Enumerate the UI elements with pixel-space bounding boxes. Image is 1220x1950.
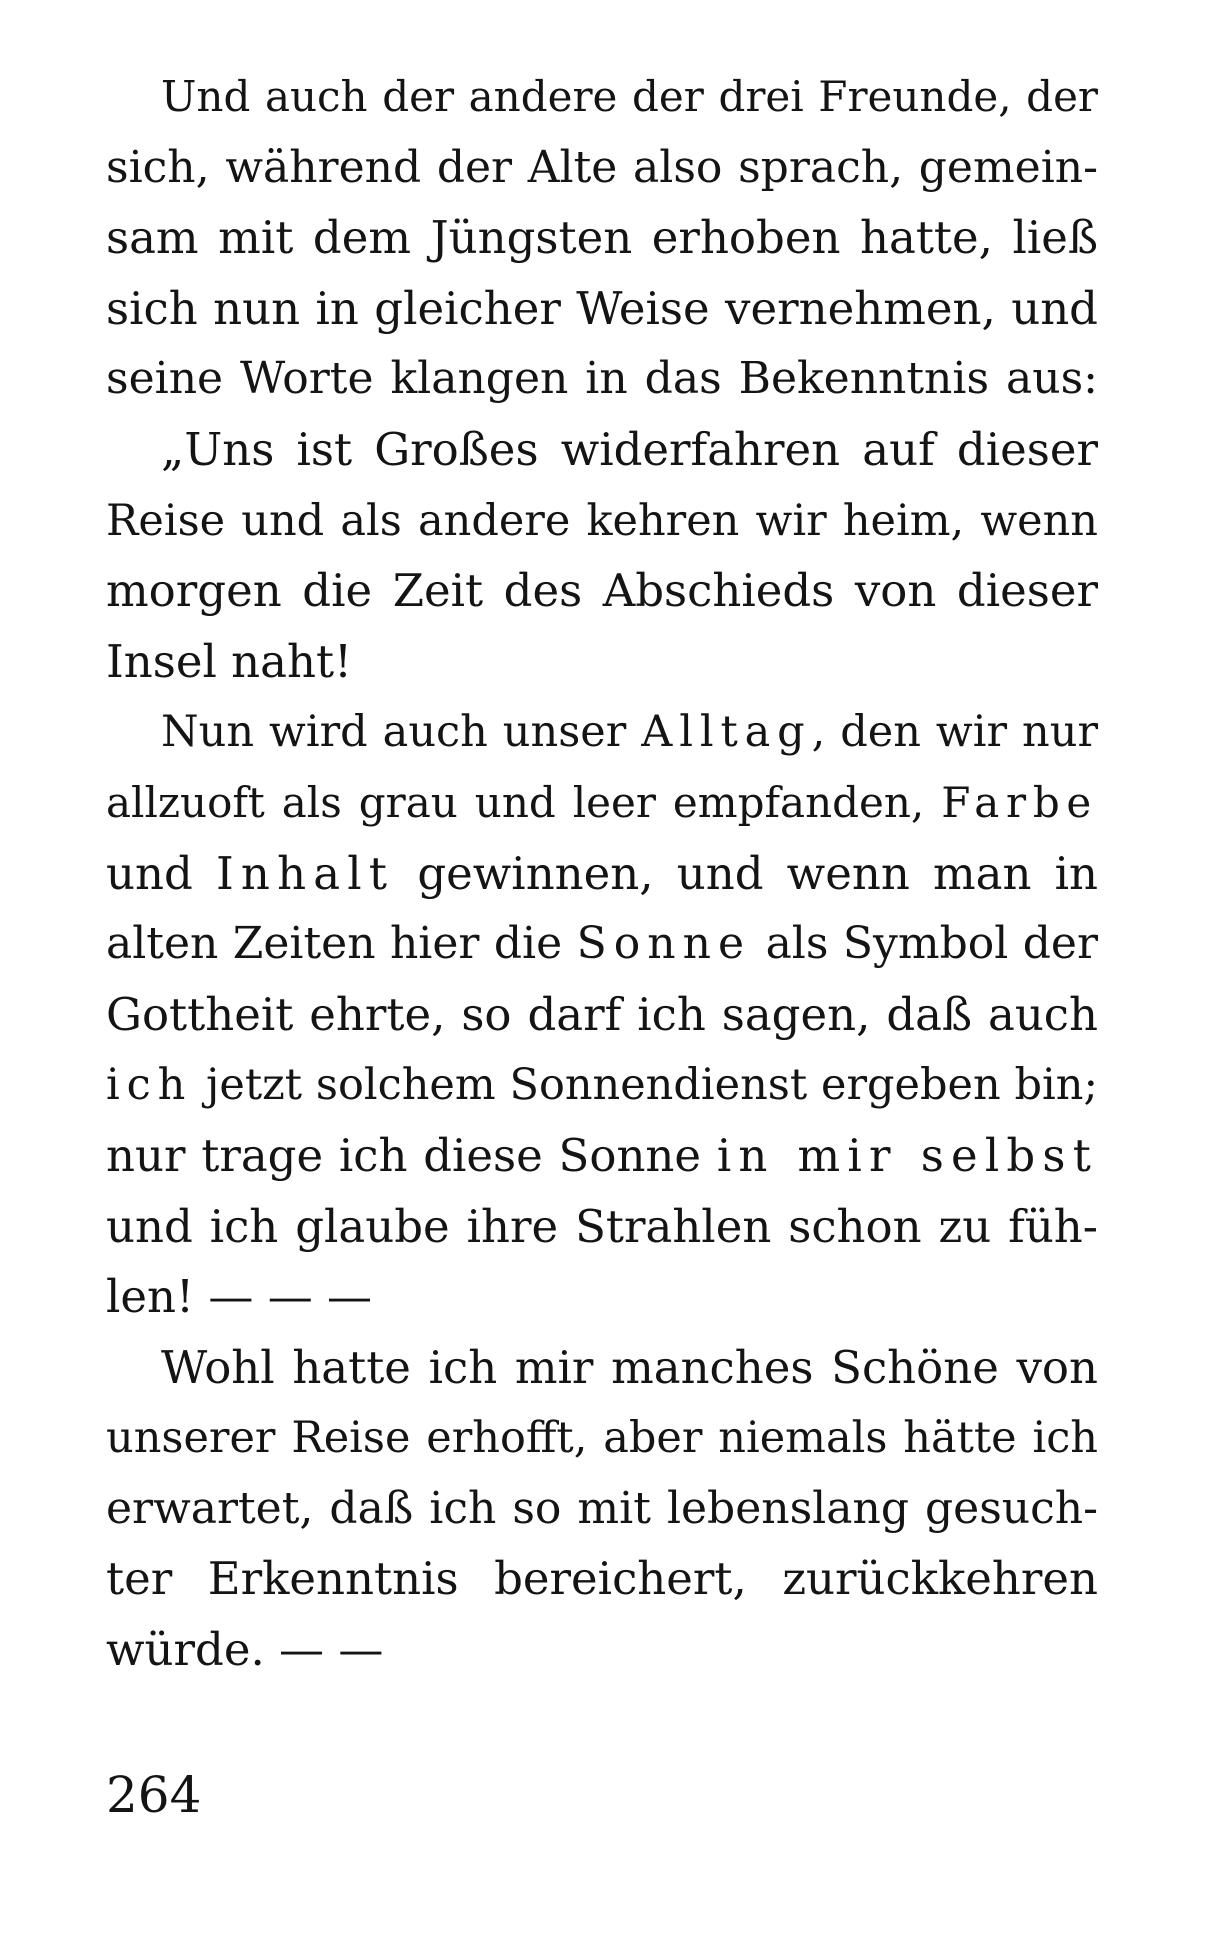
text-line: erwartet, daß ich so mit lebenslang gesuch-: [106, 1482, 1098, 1534]
text-line: seine Worte klangen in das Bekenntnis aus:: [106, 353, 1098, 405]
spaced-emphasis: Sonne: [576, 918, 752, 970]
spaced-emphasis: Inhalt: [215, 846, 395, 900]
spaced-emphasis: Alltag: [641, 707, 812, 758]
text-line: sam mit dem Jüngsten erhoben hatte, ließ: [106, 211, 1098, 265]
text-line: len! — — —: [106, 1270, 373, 1324]
text-line: Und auch der andere der drei Freunde, der: [161, 72, 1098, 121]
body-text: [106, 62, 1098, 1686]
text-line: ter Erkenntnis bereichert, zurückkehren: [106, 1552, 1098, 1606]
text-line: und ich glaube ihre Strahlen schon zu füh-: [106, 1199, 1098, 1253]
spaced-emphasis: Farbe: [941, 777, 1098, 827]
text-line: und Inhalt gewinnen, und wenn man in: [106, 846, 1098, 900]
text-line: sich nun in gleicher Weise vernehmen, und: [106, 281, 1098, 335]
text-line: Insel naht!: [106, 634, 353, 688]
text-line: alten Zeiten hier die Sonne als Symbol der: [106, 918, 1098, 970]
text-line: nur trage ich diese Sonne in mir selbst: [106, 1128, 1098, 1182]
text-line: „Uns ist Großes widerfahren auf dieser: [161, 422, 1098, 476]
text-line: Wohl hatte ich mir manches Schöne von: [161, 1340, 1098, 1394]
spaced-emphasis: in mir selbst: [716, 1128, 1098, 1182]
text-line: würde. — —: [106, 1623, 384, 1677]
text-line: Gottheit ehrte, so darf ich sagen, daß auch: [106, 987, 1098, 1041]
text-line: sich, während der Alte also sprach, gemein-: [106, 141, 1098, 193]
text-line: Nun wird auch unser Alltag, den wir nur: [161, 707, 1098, 758]
page-number: 264: [106, 1766, 202, 1824]
text-line: Reise und als andere kehren wir heim, wenn: [106, 495, 1098, 546]
text-line: morgen die Zeit des Abschieds von dieser: [106, 564, 1098, 618]
text-line: unserer Reise erhofft, aber niemals hätte ich: [106, 1413, 1098, 1464]
text-line: allzuoft als grau und leer empfanden, Farbe: [106, 777, 1098, 827]
spaced-emphasis: ich: [106, 1060, 193, 1111]
text-line: ich jetzt solchem Sonnendienst ergeben bin;: [106, 1060, 1098, 1111]
